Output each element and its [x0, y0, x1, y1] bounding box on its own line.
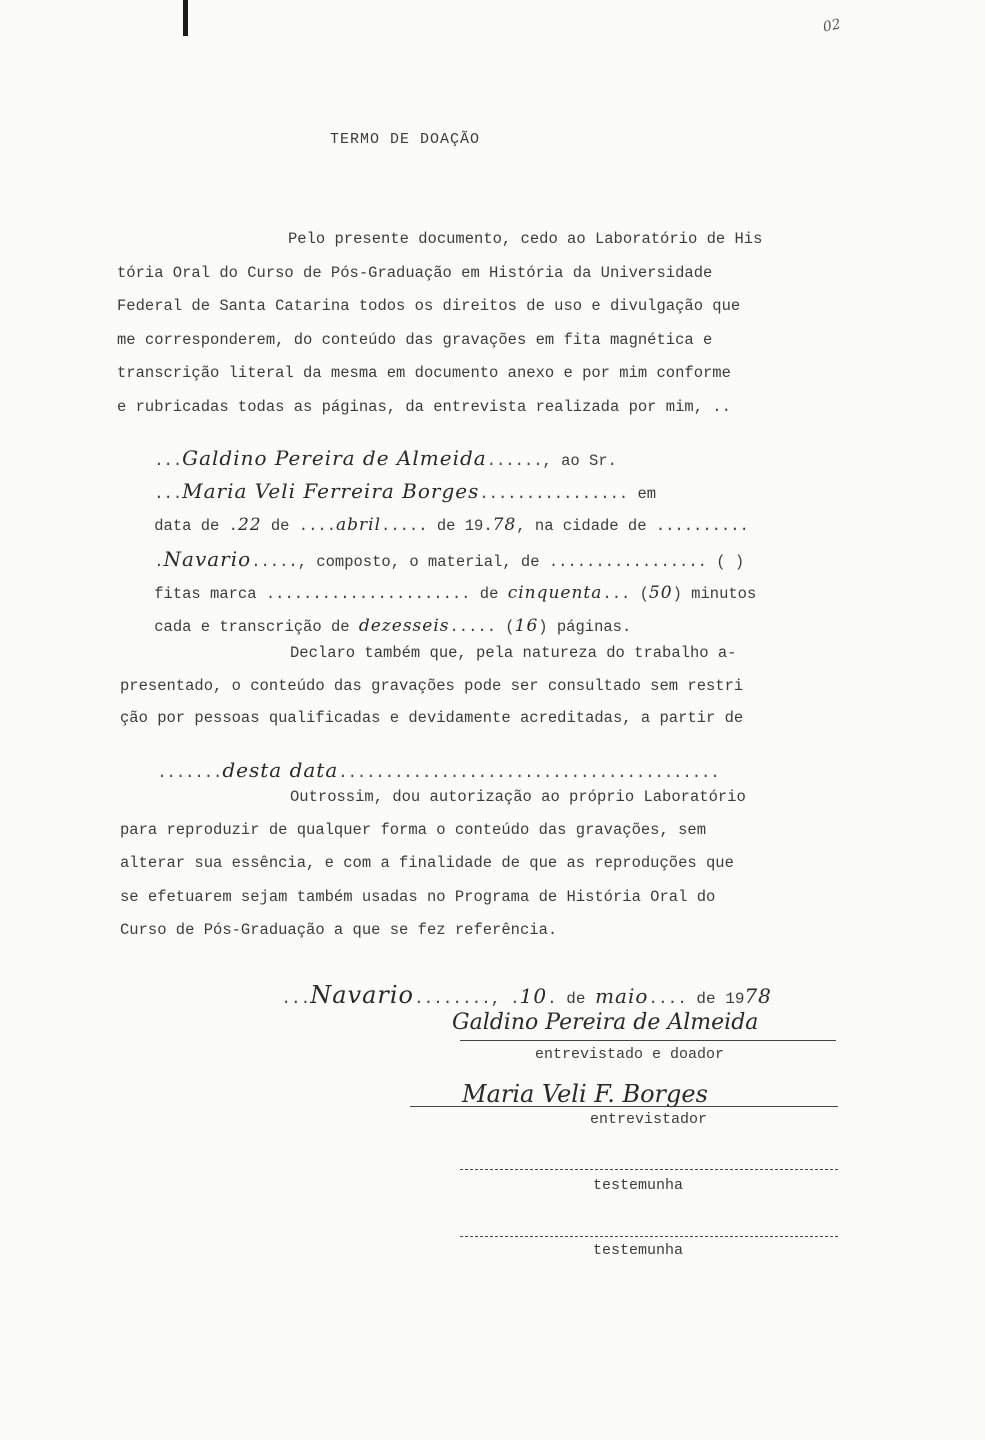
closing-day-handwritten: 10 [519, 984, 548, 1008]
p1-line-1: Pelo presente documento, cedo ao Laboratório de His [288, 230, 763, 248]
interviewee-name-handwritten: Galdino Pereira de Almeida [182, 446, 487, 470]
text: ..... ( [449, 618, 515, 636]
dots: ................ em [479, 485, 657, 503]
entrevistador-signature-line [410, 1106, 838, 1107]
text: ) páginas. [538, 618, 632, 636]
doador-label: entrevistado e doador [535, 1046, 725, 1063]
p3-line-1: Outrossim, dou autorização ao próprio Laboratório [290, 788, 746, 806]
entrevistador-signature: Maria Veli F. Borges [462, 1080, 708, 1108]
from-date-handwritten: desta data [222, 758, 339, 782]
witness1-label: testemunha [593, 1177, 684, 1194]
witness2-signature-line [460, 1236, 838, 1237]
doador-signature: Galdino Pereira de Almeida [452, 1010, 759, 1035]
dots: ......................................... [338, 764, 720, 782]
text: fitas marca ...................... de [154, 585, 508, 603]
p2-line-1: Declaro também que, pela natureza do trabalho a- [290, 644, 737, 662]
p1-line-3: Federal de Santa Catarina todos os direitos de uso e divulgação que [117, 297, 741, 315]
pages-words-handwritten: dezesseis [358, 616, 450, 636]
city-handwritten: Navario [163, 547, 252, 571]
p2-line-3: ção por pessoas qualificadas e devidamente acreditadas, a partir de [120, 709, 744, 727]
text: ) minutos [672, 585, 757, 603]
dots: ........, . [414, 990, 520, 1008]
p1-line-2: tória Oral do Curso de Pós-Graduação em História da Universidade [117, 264, 713, 282]
year-handwritten: 78 [492, 515, 517, 535]
dots: ... [154, 452, 183, 470]
witness1-signature-line [460, 1169, 838, 1170]
dots: ....... [157, 764, 223, 782]
text: .... de 19 [648, 990, 745, 1008]
doador-signature-line [460, 1040, 836, 1041]
dots: ......, ao Sr. [486, 452, 617, 470]
entrevistador-label: entrevistador [590, 1111, 708, 1128]
text: ....., composto, o material, de ................. ( ) [251, 553, 745, 571]
witness2-label: testemunha [593, 1242, 684, 1259]
dots: ... [154, 485, 183, 503]
dots: ... [281, 990, 311, 1008]
pages-number-handwritten: 16 [514, 616, 539, 636]
p1-line-4: me corresponderem, do conteúdo das gravações em fita magnética e [117, 331, 713, 349]
document-title: TERMO DE DOAÇÃO [330, 131, 481, 148]
day-handwritten: 22 [237, 515, 262, 535]
interviewer-name-handwritten: Maria Veli Ferreira Borges [182, 479, 480, 503]
closing-year-handwritten: 78 [744, 984, 772, 1008]
text: de .... [261, 517, 336, 535]
p3-line-5: Curso de Pós-Graduação a que se fez referência. [120, 921, 558, 939]
text: . de [547, 990, 596, 1008]
page-number: 02 [821, 16, 843, 36]
closing-month-handwritten: maio [595, 984, 649, 1008]
p1-line-6: e rubricadas todas as páginas, da entrevista realizada por mim, .. [117, 398, 731, 416]
closing-city-handwritten: Navario [310, 981, 414, 1009]
p3-line-2: para reproduzir de qualquer forma o conteúdo das gravações, sem [120, 821, 706, 839]
p3-line-4: se efetuarem sejam também usadas no Programa de História Oral do [120, 888, 716, 906]
scan-edge-mark [183, 0, 188, 36]
month-handwritten: abril [336, 515, 382, 535]
text: ... ( [602, 585, 649, 603]
text: ..... de 19. [381, 517, 493, 535]
p3-line-3: alterar sua essência, e com a finalidade de que as reproduções que [120, 854, 734, 872]
text: , na cidade de .......... [516, 517, 749, 535]
p2-line-2: presentado, o conteúdo das gravações pode ser consultado sem restri [120, 677, 744, 695]
p1-line-5: transcrição literal da mesma em documento anexo e por mim conforme [117, 364, 731, 382]
duration-words-handwritten: cinquenta [507, 583, 603, 603]
text: data de . [154, 517, 238, 535]
text: . [154, 553, 164, 571]
text: cada e transcrição de [154, 618, 359, 636]
duration-number-handwritten: 50 [648, 583, 673, 603]
